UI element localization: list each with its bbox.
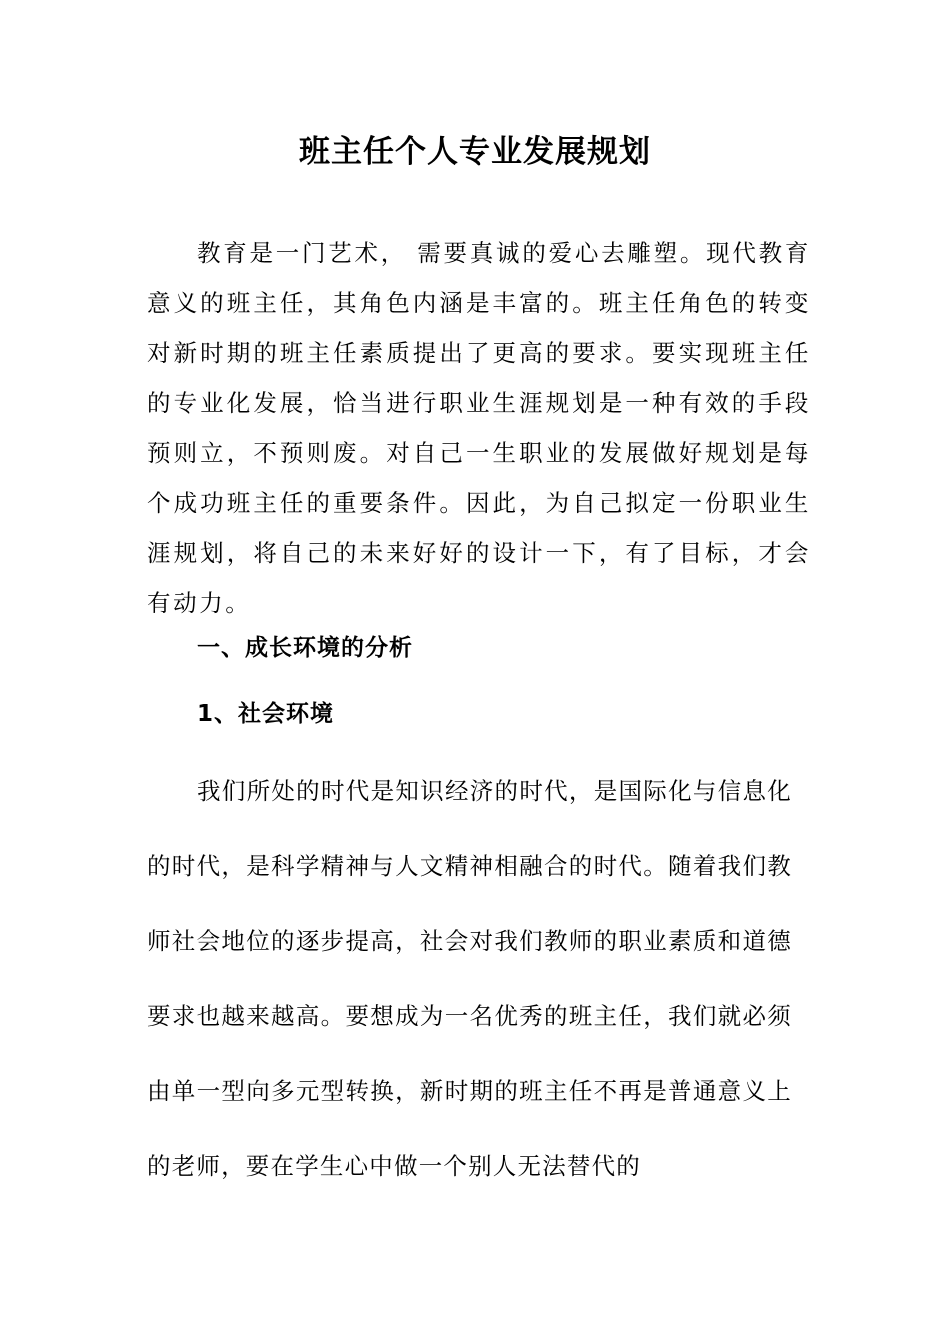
social-environment-paragraph: 我们所处的时代是知识经济的时代，是国际化与信息化的时代，是科学精神与人文精神相融合的时代。随着我们教师社会地位的逐步提高，社会对我们教师的职业素质和道德要求也越来越高。要想成为一名优秀的班主任，我们就必须由单一型向多元型转换，新时期的班主任不再是普通意义上的老师，要在学生心中做一个别人无法替代的 [147,777,792,1180]
section-heading: 一、成长环境的分析 [197,635,413,661]
intro-paragraph: 教育是一门艺术， 需要真诚的爱心去雕塑。现代教育意义的班主任，其角色内涵是丰富的。班主任角色的转变对新时期的班主任素质提出了更高的要求。要实现班主任的专业化发展，恰当进行职业生涯规划是一种有效的手段预则立，不预则废。对自己一生职业的发展做好规划是每个成功班主任的重要条件。因此，为自己拟定一份职业生涯规划，将自己的未来好好的设计一下，有了目标，才会有动力。 [147,239,811,617]
subsection-heading: 1、社会环境 [197,701,335,727]
document-title: 班主任个人专业发展规划 [299,134,651,170]
